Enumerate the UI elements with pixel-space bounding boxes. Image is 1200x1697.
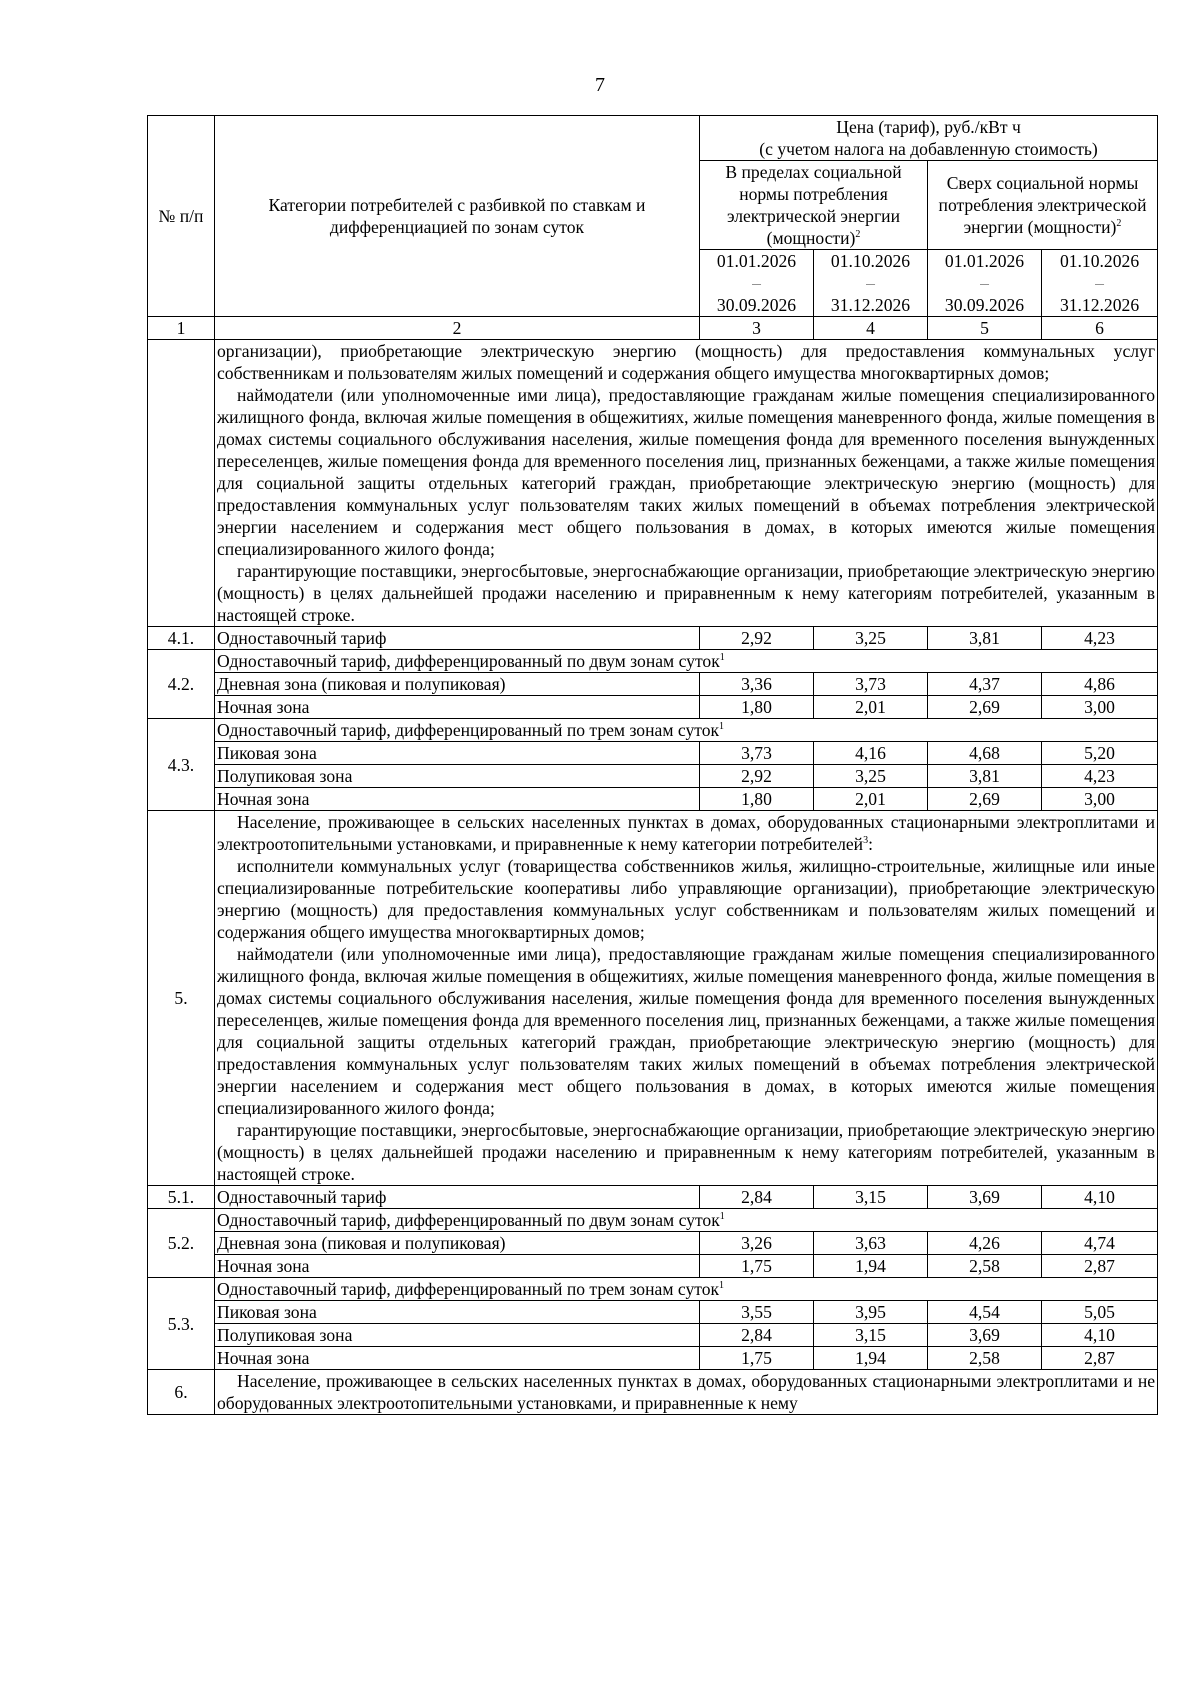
footnote-ref: 1 [719, 652, 725, 664]
value-cell: 3,73 [814, 673, 928, 696]
header-price-title: Цена (тариф), руб./кВт ч [836, 117, 1021, 137]
value-cell: 3,55 [700, 1301, 814, 1324]
value-cell: 4,26 [928, 1232, 1042, 1255]
period-dash: – [1095, 273, 1104, 293]
row-label: Одноставочный тариф [215, 627, 700, 650]
header-price [700, 116, 1158, 161]
row-title [215, 650, 1158, 673]
row-5-1 [148, 1186, 1158, 1209]
footnote-ref: 2 [1116, 218, 1122, 230]
row-label: Ночная зона [215, 788, 700, 811]
value-cell: 2,01 [814, 788, 928, 811]
intro-end: : [868, 834, 873, 854]
category-description [215, 1370, 1158, 1415]
category-description [215, 811, 1158, 1186]
row-4-3-peak [148, 742, 1158, 765]
value-cell: 2,69 [928, 788, 1042, 811]
value-cell: 4,23 [1042, 627, 1158, 650]
value-cell: 2,58 [928, 1347, 1042, 1370]
value-cell: 3,00 [1042, 696, 1158, 719]
value-cell: 5,20 [1042, 742, 1158, 765]
value-cell: 4,10 [1042, 1324, 1158, 1347]
footnote-ref: 1 [719, 1280, 725, 1292]
value-cell: 2,58 [928, 1255, 1042, 1278]
col-number: 6 [1042, 317, 1158, 340]
header-above-norm [928, 161, 1158, 250]
value-cell: 4,10 [1042, 1186, 1158, 1209]
period-to: 31.12.2026 [830, 295, 911, 315]
value-cell: 3,15 [814, 1186, 928, 1209]
paragraph: наймодатели (или уполномоченные ими лица), предоставляющие гражданам жилые помещения специализированного жилищного фонда, включая жилые помещения в общежитиях, жилые помещения маневренного фонда, жилые помещения в домах системы социального обслуживания населения, жилые помещения фонда для временного поселения вынужденных переселенцев, жилые помещения фонда для временного поселения лиц, признанных беженцами, а также жилые помещения для социальной защиты отдельных категорий граждан, приобретающие электрическую энергию (мощность) для предоставления коммунальных услуг пользователям таких жилых помещений в объемах потребления электрической энергии населением и содержания мест общего пользования в домах, в которых имеются жилые помещения специализированного жилого фонда; [217, 385, 1156, 559]
row-title [215, 1209, 1158, 1232]
row-number: 5.3. [148, 1278, 215, 1370]
value-cell: 4,86 [1042, 673, 1158, 696]
period-from: 01.01.2026 [716, 251, 797, 271]
row-label: Дневная зона (пиковая и полупиковая) [215, 673, 700, 696]
value-cell: 3,63 [814, 1232, 928, 1255]
value-cell: 3,73 [700, 742, 814, 765]
row-label: Дневная зона (пиковая и полупиковая) [215, 1232, 700, 1255]
period-cell [814, 250, 928, 317]
period-dash: – [980, 273, 989, 293]
row-label: Одноставочный тариф [215, 1186, 700, 1209]
row-4-2-night [148, 696, 1158, 719]
value-cell: 2,01 [814, 696, 928, 719]
row-title-text: Одноставочный тариф, дифференцированный по двум зонам суток [217, 1210, 720, 1230]
header-above-norm-text: Сверх социальной нормы потребления электрической энергии (мощности) [938, 173, 1147, 237]
header-within-norm-text: В пределах социальной нормы потребления электрической энергии (мощности) [725, 162, 902, 248]
row-4-1 [148, 627, 1158, 650]
category-description [215, 340, 1158, 627]
row-5-2-title [148, 1209, 1158, 1232]
header-row-price [148, 116, 1158, 161]
row-5-2-day [148, 1232, 1158, 1255]
row-5-3-half-peak [148, 1324, 1158, 1347]
value-cell: 2,69 [928, 696, 1042, 719]
header-category: Категории потребителей с разбивкой по ставкам и дифференциацией по зонам суток [215, 116, 700, 317]
row-label: Ночная зона [215, 1347, 700, 1370]
value-cell: 4,23 [1042, 765, 1158, 788]
row-4-2-day [148, 673, 1158, 696]
col-number: 5 [928, 317, 1042, 340]
value-cell: 1,75 [700, 1255, 814, 1278]
row-4-3-night [148, 788, 1158, 811]
row-title [215, 1278, 1158, 1301]
row-label: Полупиковая зона [215, 765, 700, 788]
col-number: 2 [215, 317, 700, 340]
value-cell: 2,84 [700, 1186, 814, 1209]
period-to: 31.12.2026 [1059, 295, 1140, 315]
value-cell: 3,26 [700, 1232, 814, 1255]
tariff-table [147, 115, 1158, 1415]
value-cell: 4,16 [814, 742, 928, 765]
value-cell: 1,75 [700, 1347, 814, 1370]
row-label: Пиковая зона [215, 742, 700, 765]
period-dash: – [752, 273, 761, 293]
column-numbers-row [148, 317, 1158, 340]
page-number: 7 [595, 74, 605, 96]
value-cell: 5,05 [1042, 1301, 1158, 1324]
footnote-ref: 3 [863, 835, 869, 847]
row-label: Полупиковая зона [215, 1324, 700, 1347]
value-cell: 4,37 [928, 673, 1042, 696]
col-number: 4 [814, 317, 928, 340]
row-number: 4.2. [148, 650, 215, 719]
value-cell: 2,92 [700, 627, 814, 650]
period-to: 30.09.2026 [716, 295, 797, 315]
value-cell: 1,80 [700, 788, 814, 811]
value-cell: 3,95 [814, 1301, 928, 1324]
row-5 [148, 811, 1158, 1186]
row-number-empty [148, 340, 215, 627]
paragraph: исполнители коммунальных услуг (товарищества собственников жилья, жилищно-строительные, жилищные или иные специализированные потребительские кооперативы либо управляющие организации), приобретающие электрическую энергию (мощность) для предоставления коммунальных услуг собственникам и пользователям жилых помещений и содержания общего имущества многоквартирных домов; [217, 856, 1156, 942]
value-cell: 3,81 [928, 765, 1042, 788]
footnote-ref: 1 [719, 1211, 725, 1223]
row-number: 4.1. [148, 627, 215, 650]
value-cell: 3,81 [928, 627, 1042, 650]
value-cell: 3,25 [814, 765, 928, 788]
paragraph: наймодатели (или уполномоченные ими лица), предоставляющие гражданам жилые помещения специализированного жилищного фонда, включая жилые помещения в общежитиях, жилые помещения маневренного фонда, жилые помещения в домах системы социального обслуживания населения, жилые помещения фонда для временного поселения вынужденных переселенцев, жилые помещения фонда для временного поселения лиц, признанных беженцами, а также жилые помещения для социальной защиты отдельных категорий граждан, приобретающие электрическую энергию (мощность) для предоставления коммунальных услуг пользователям таких жилых помещений в объемах потребления электрической энергии населением и содержания мест общего пользования в домах, в которых имеются жилые помещения специализированного жилого фонда; [217, 944, 1156, 1118]
period-to: 30.09.2026 [944, 295, 1025, 315]
row-title-text: Одноставочный тариф, дифференцированный по трем зонам суток [217, 1279, 720, 1299]
value-cell: 3,15 [814, 1324, 928, 1347]
paragraph: гарантирующие поставщики, энергосбытовые, энергоснабжающие организации, приобретающие электрическую энергию (мощность) в целях дальнейшей продажи населению и приравненным к нему категориям потребителей, указанным в настоящей строке. [217, 561, 1156, 625]
row-5-3-peak [148, 1301, 1158, 1324]
period-from: 01.01.2026 [944, 251, 1025, 271]
paragraph: Население, проживающее в сельских населенных пунктах в домах, оборудованных стационарными электроплитами и не оборудованных электроотопительными установками, и приравненные к нему [217, 1371, 1156, 1413]
value-cell: 2,87 [1042, 1347, 1158, 1370]
header-within-norm [700, 161, 928, 250]
period-cell [1042, 250, 1158, 317]
row-4-3-title [148, 719, 1158, 742]
row-label: Ночная зона [215, 696, 700, 719]
value-cell: 1,94 [814, 1347, 928, 1370]
value-cell: 1,80 [700, 696, 814, 719]
value-cell: 3,25 [814, 627, 928, 650]
col-number: 1 [148, 317, 215, 340]
row-number: 6. [148, 1370, 215, 1415]
value-cell: 2,84 [700, 1324, 814, 1347]
period-dash: – [866, 273, 875, 293]
paragraph-intro [217, 811, 1155, 855]
row-6 [148, 1370, 1158, 1415]
intro-text: Население, проживающее в сельских населенных пунктах в домах, оборудованных стационарными электроплитами и электроотопительными установками, и приравненные к нему категории потребителей [217, 812, 1156, 854]
row-5-2-night [148, 1255, 1158, 1278]
period-cell [928, 250, 1042, 317]
header-price-vat: (с учетом налога на добавленную стоимость) [759, 139, 1098, 159]
row-number: 4.3. [148, 719, 215, 811]
period-cell [700, 250, 814, 317]
value-cell: 3,36 [700, 673, 814, 696]
row-label: Ночная зона [215, 1255, 700, 1278]
footnote-ref: 1 [719, 721, 725, 733]
period-from: 01.10.2026 [830, 251, 911, 271]
row-label: Пиковая зона [215, 1301, 700, 1324]
value-cell: 3,69 [928, 1324, 1042, 1347]
value-cell: 4,54 [928, 1301, 1042, 1324]
period-from: 01.10.2026 [1059, 251, 1140, 271]
paragraph: гарантирующие поставщики, энергосбытовые, энергоснабжающие организации, приобретающие электрическую энергию (мощность) в целях дальнейшей продажи населению и приравненным к нему категориям потребителей, указанным в настоящей строке. [217, 1120, 1156, 1184]
col-number: 3 [700, 317, 814, 340]
row-title-text: Одноставочный тариф, дифференцированный по двум зонам суток [217, 651, 720, 671]
value-cell: 2,92 [700, 765, 814, 788]
row-4-continuation [148, 340, 1158, 627]
value-cell: 3,00 [1042, 788, 1158, 811]
row-5-3-night [148, 1347, 1158, 1370]
paragraph: организации), приобретающие электрическую энергию (мощность) для предоставления коммунальных услуг собственникам и пользователям жилых помещений и содержания общего имущества многоквартирных домов; [217, 341, 1156, 383]
value-cell: 2,87 [1042, 1255, 1158, 1278]
footnote-ref: 2 [855, 229, 861, 241]
row-title-text: Одноставочный тариф, дифференцированный по трем зонам суток [217, 720, 720, 740]
header-num: № п/п [148, 116, 215, 317]
row-4-3-half-peak [148, 765, 1158, 788]
row-5-3-title [148, 1278, 1158, 1301]
row-number: 5.2. [148, 1209, 215, 1278]
row-number: 5. [148, 811, 215, 1186]
value-cell: 4,68 [928, 742, 1042, 765]
row-number: 5.1. [148, 1186, 215, 1209]
row-4-2-title [148, 650, 1158, 673]
value-cell: 3,69 [928, 1186, 1042, 1209]
row-title [215, 719, 1158, 742]
value-cell: 1,94 [814, 1255, 928, 1278]
value-cell: 4,74 [1042, 1232, 1158, 1255]
